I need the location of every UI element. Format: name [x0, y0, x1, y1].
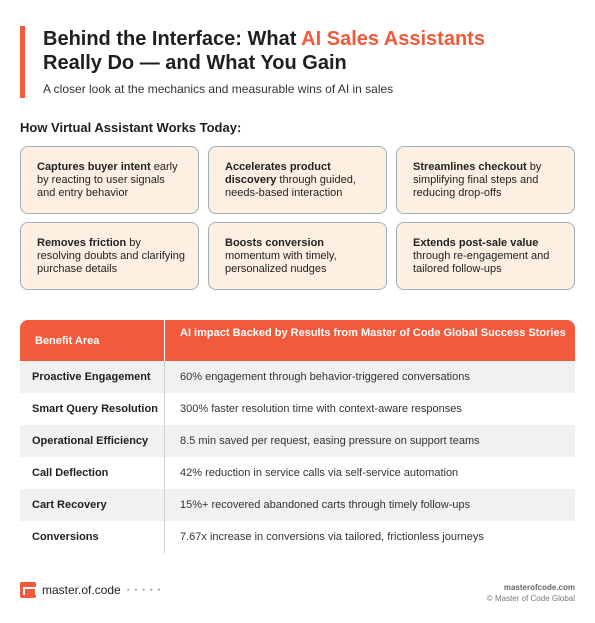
benefit-area-cell: Cart Recovery: [20, 489, 165, 521]
impact-cell: 8.5 min saved per request, easing pressure on support teams: [180, 435, 480, 447]
feature-card: [396, 222, 575, 290]
footer-logo[interactable]: [20, 582, 161, 598]
benefit-area-cell: Conversions: [20, 521, 165, 553]
logo-text: master.of.code: [42, 583, 121, 597]
benefits-table: [20, 320, 575, 553]
card-heading: Boosts conversion: [225, 237, 325, 249]
table-row: [20, 457, 575, 489]
page-subtitle: A closer look at the mechanics and measurable wins of AI in sales: [43, 82, 394, 96]
header-ai-impact: AI impact Backed by Results from Master of Code Global Success Stories: [180, 327, 566, 339]
feature-card: [208, 222, 387, 290]
master-of-code-logo-icon: [20, 582, 36, 598]
footer-copyright: © Master of Code Global: [486, 594, 575, 603]
impact-cell: 7.67x increase in conversions via tailored, frictionless journeys: [180, 531, 484, 543]
logo-dots: • • • • •: [126, 585, 162, 595]
title-highlight: AI Sales Assistants: [301, 28, 485, 50]
impact-cell: 300% faster resolution time with context-aware responses: [180, 403, 462, 415]
card-text: through guided, needs-based interaction: [225, 174, 356, 199]
impact-cell: 42% reduction in service calls via self-service automation: [180, 467, 459, 479]
card-text: by simplifying final steps and reducing drop-offs: [413, 161, 542, 199]
feature-card: [20, 146, 199, 214]
table-body: [20, 361, 575, 553]
card-text: by resolving doubts and clarifying purchase details: [37, 237, 185, 275]
feature-cards: [20, 146, 575, 290]
table-row: [20, 521, 575, 553]
card-heading: Extends post-sale value: [413, 237, 539, 249]
feature-card: [20, 222, 199, 290]
card-text: early by reacting to user signals and entry behavior: [37, 161, 178, 199]
benefit-area-cell: Call Deflection: [20, 457, 165, 489]
section-title: How Virtual Assistant Works Today:: [20, 120, 242, 135]
feature-card: [208, 146, 387, 214]
card-text: through re-engagement and tailored follow-ups: [413, 250, 550, 275]
card-heading: Removes friction: [37, 237, 127, 249]
title-part1: Behind the Interface: What: [43, 28, 302, 50]
table-row: [20, 393, 575, 425]
page-title: [43, 27, 485, 75]
table-row: [20, 425, 575, 457]
card-heading: Streamlines checkout: [413, 161, 527, 173]
feature-card: [396, 146, 575, 214]
footer-site-link[interactable]: masterofcode.com: [503, 583, 575, 592]
table-row: [20, 361, 575, 393]
footer-credits: [487, 582, 575, 604]
card-text: momentum with timely, personalized nudges: [225, 250, 337, 275]
card-heading: Captures buyer intent: [37, 161, 151, 173]
table-row: [20, 489, 575, 521]
benefit-area-cell: Operational Efficiency: [20, 425, 165, 457]
title-accent-bar: [20, 26, 25, 98]
impact-cell: 60% engagement through behavior-triggered conversations: [180, 371, 470, 383]
benefit-area-cell: Proactive Engagement: [20, 361, 165, 393]
header-benefit-area: Benefit Area: [20, 320, 165, 361]
title-part2: Really Do — and What You Gain: [43, 52, 347, 74]
table-header: [20, 320, 575, 361]
impact-cell: 15%+ recovered abandoned carts through timely follow-ups: [180, 499, 471, 511]
card-heading: Accelerates product discovery: [225, 161, 331, 186]
benefit-area-cell: Smart Query Resolution: [20, 393, 165, 425]
